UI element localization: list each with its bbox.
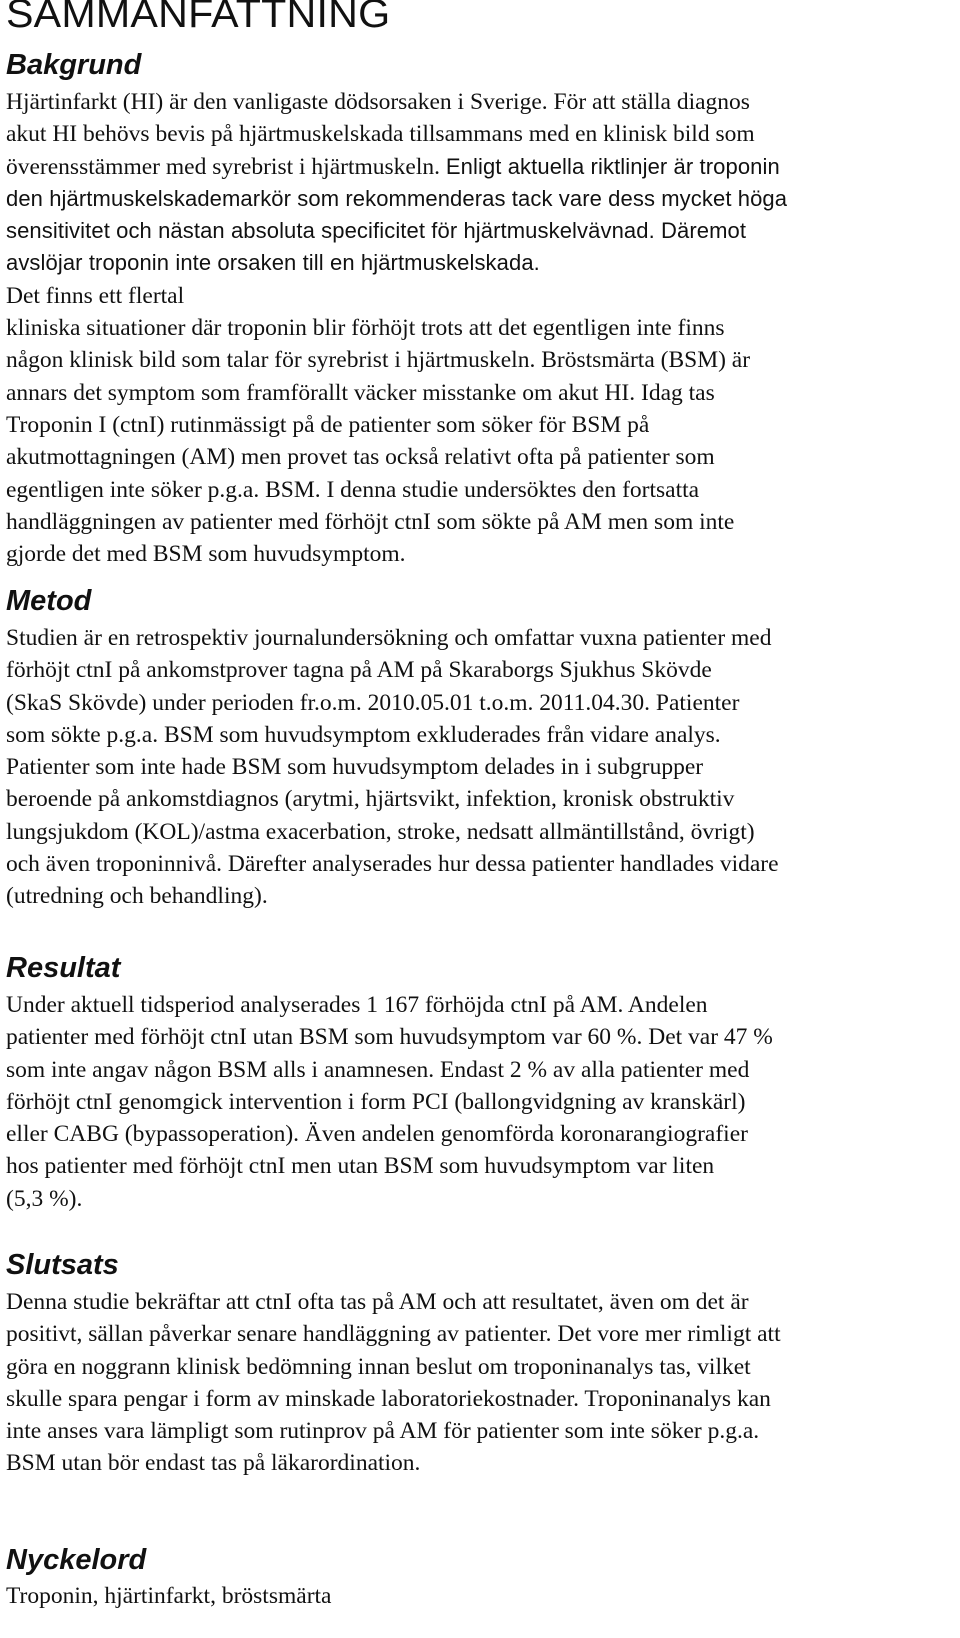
text-line	[6, 538, 787, 570]
text-run: gjorde det med BSM som huvudsymptom.	[6, 541, 406, 568]
text-line	[6, 1086, 773, 1118]
document-page	[6, 0, 956, 1609]
text-run: handläggningen av patienter med förhöjt ctnI som sökte på AM men som inte	[6, 508, 735, 535]
text-line	[6, 377, 787, 409]
section-body-metod	[6, 622, 779, 913]
text-run: som inte angav någon BSM alls i anamnesen. Endast 2 % av alla patienter med	[6, 1056, 750, 1083]
text-run: Det finns ett flertal	[6, 282, 185, 309]
text-line	[6, 989, 773, 1021]
text-run: och även troponinnivå. Därefter analyserades hur dessa patienter handlades vidare	[6, 851, 779, 878]
text-line	[6, 816, 779, 848]
text-line	[6, 1415, 781, 1447]
text-run: Denna studie bekräftar att ctnI ofta tas på AM och att resultatet, även om det är	[6, 1289, 749, 1315]
section-heading-metod: Metod	[6, 585, 92, 617]
text-line	[6, 751, 779, 783]
text-run: som sökte p.g.a. BSM som huvudsymptom exkluderades från vidare analys.	[6, 721, 721, 748]
text-line	[6, 344, 787, 376]
text-run: akutmottagningen (AM) men provet tas också relativt ofta på patienter som	[6, 444, 715, 471]
text-run: skulle spara pengar i form av minskade laboratoriekostnader. Troponinanalys kan	[6, 1385, 771, 1412]
section-body-resultat	[6, 989, 773, 1215]
text-line	[6, 441, 787, 473]
text-run: positivt, sällan påverkar senare handläggning av patienter. Det vore mer rimligt att	[6, 1321, 781, 1348]
text-line	[6, 654, 779, 686]
text-line	[6, 1183, 773, 1215]
text-run: (5,3 %).	[6, 1185, 83, 1212]
text-run: annars det symptom som framförallt väcker misstanke om akut HI. Idag tas	[6, 379, 715, 406]
text-run: Studien är en retrospektiv journalundersökning och omfattar vuxna patienter med	[6, 625, 772, 651]
text-run: Under aktuell tidsperiod analyserades 1 167 förhöjda ctnI på AM. Andelen	[6, 992, 708, 1018]
text-line	[6, 247, 787, 279]
text-line	[6, 622, 779, 654]
text-line	[6, 1580, 331, 1612]
text-line	[6, 506, 787, 538]
text-line	[6, 1150, 773, 1182]
section-body-nyckelord	[6, 1580, 331, 1612]
text-run: kliniska situationer där troponin blir förhöjt trots att det egentligen inte finns	[6, 315, 725, 342]
text-line	[6, 409, 787, 441]
text-line	[6, 848, 779, 880]
document-title: SAMMANFATTNING	[6, 0, 391, 36]
text-line	[6, 783, 779, 815]
text-line	[6, 280, 787, 312]
section-body-bakgrund	[6, 86, 787, 570]
text-line	[6, 86, 787, 118]
section-heading-nyckelord: Nyckelord	[6, 1544, 147, 1576]
text-line	[6, 719, 779, 751]
text-run-sans: Enligt aktuella riktlinjer är troponin	[445, 153, 780, 179]
text-run: förhöjt ctnI genomgick intervention i form PCI (ballongvidgning av kranskärl)	[6, 1088, 746, 1115]
text-run: BSM utan bör endast tas på läkarordination.	[6, 1450, 421, 1477]
text-run: Troponin, hjärtinfarkt, bröstsmärta	[6, 1583, 332, 1609]
text-run: patienter med förhöjt ctnI utan BSM som huvudsymptom var 60 %. Det var 47 %	[6, 1024, 773, 1051]
text-run: (utredning och behandling).	[6, 883, 268, 910]
text-run-sans: avslöjar troponin inte orsaken till en hjärtmuskelskada.	[6, 250, 540, 276]
text-run-sans: den hjärtmuskelskademarkör som rekommenderas tack vare dess mycket höga	[6, 185, 788, 211]
section-body-slutsats	[6, 1286, 781, 1480]
text-line	[6, 880, 779, 912]
text-line	[6, 474, 787, 506]
text-line	[6, 1021, 773, 1053]
text-run: akut HI behövs bevis på hjärtmuskelskada tillsammans med en klinisk bild som	[6, 121, 755, 148]
text-line	[6, 1383, 781, 1415]
text-run: Hjärtinfarkt (HI) är den vanligaste dödsorsaken i Sverige. För att ställa diagnos	[6, 89, 750, 115]
text-line	[6, 1447, 781, 1479]
text-line	[6, 215, 787, 247]
text-line	[6, 312, 787, 344]
text-run: egentligen inte söker p.g.a. BSM. I denna studie undersöktes den fortsatta	[6, 476, 700, 503]
text-line	[6, 1118, 773, 1150]
text-run: göra en noggrann klinisk bedömning innan beslut om troponinanalys tas, vilket	[6, 1353, 751, 1380]
text-line	[6, 1054, 773, 1086]
text-run: hos patienter med förhöjt ctnI men utan BSM som huvudsymptom var liten	[6, 1153, 715, 1180]
text-line	[6, 118, 787, 150]
text-run: eller CABG (bypassoperation). Även andelen genomförda koronarangiografier	[6, 1121, 748, 1148]
text-run: lungsjukdom (KOL)/astma exacerbation, stroke, nedsatt allmäntillstånd, övrigt)	[6, 818, 755, 845]
section-heading-bakgrund: Bakgrund	[6, 49, 142, 81]
text-line	[6, 1351, 781, 1383]
text-line	[6, 151, 787, 183]
text-line	[6, 1286, 781, 1318]
text-run: Troponin I (ctnI) rutinmässigt på de patienter som söker för BSM på	[6, 411, 650, 438]
text-run: Patienter som inte hade BSM som huvudsymptom delades in i subgrupper	[6, 754, 704, 781]
text-run: (SkaS Skövde) under perioden fr.o.m. 2010.05.01 t.o.m. 2011.04.30. Patienter	[6, 689, 740, 716]
text-line	[6, 183, 787, 215]
text-line	[6, 687, 779, 719]
text-run: förhöjt ctnI på ankomstprover tagna på AM på Skaraborgs Sjukhus Skövde	[6, 657, 712, 684]
text-line	[6, 1318, 781, 1350]
text-run-sans: sensitivitet och nästan absoluta specificitet för hjärtmuskelvävnad. Däremot	[6, 218, 747, 244]
section-heading-slutsats: Slutsats	[6, 1249, 119, 1281]
text-run: inte anses vara lämpligt som rutinprov på AM för patienter som inte söker p.g.a.	[6, 1418, 760, 1445]
text-run: överensstämmer med syrebrist i hjärtmuskeln.	[6, 153, 446, 180]
text-run: någon klinisk bild som talar för syrebrist i hjärtmuskeln. Bröstsmärta (BSM) är	[6, 347, 751, 374]
text-run: beroende på ankomstdiagnos (arytmi, hjärtsvikt, infektion, kronisk obstruktiv	[6, 786, 735, 813]
section-heading-resultat: Resultat	[6, 952, 121, 984]
